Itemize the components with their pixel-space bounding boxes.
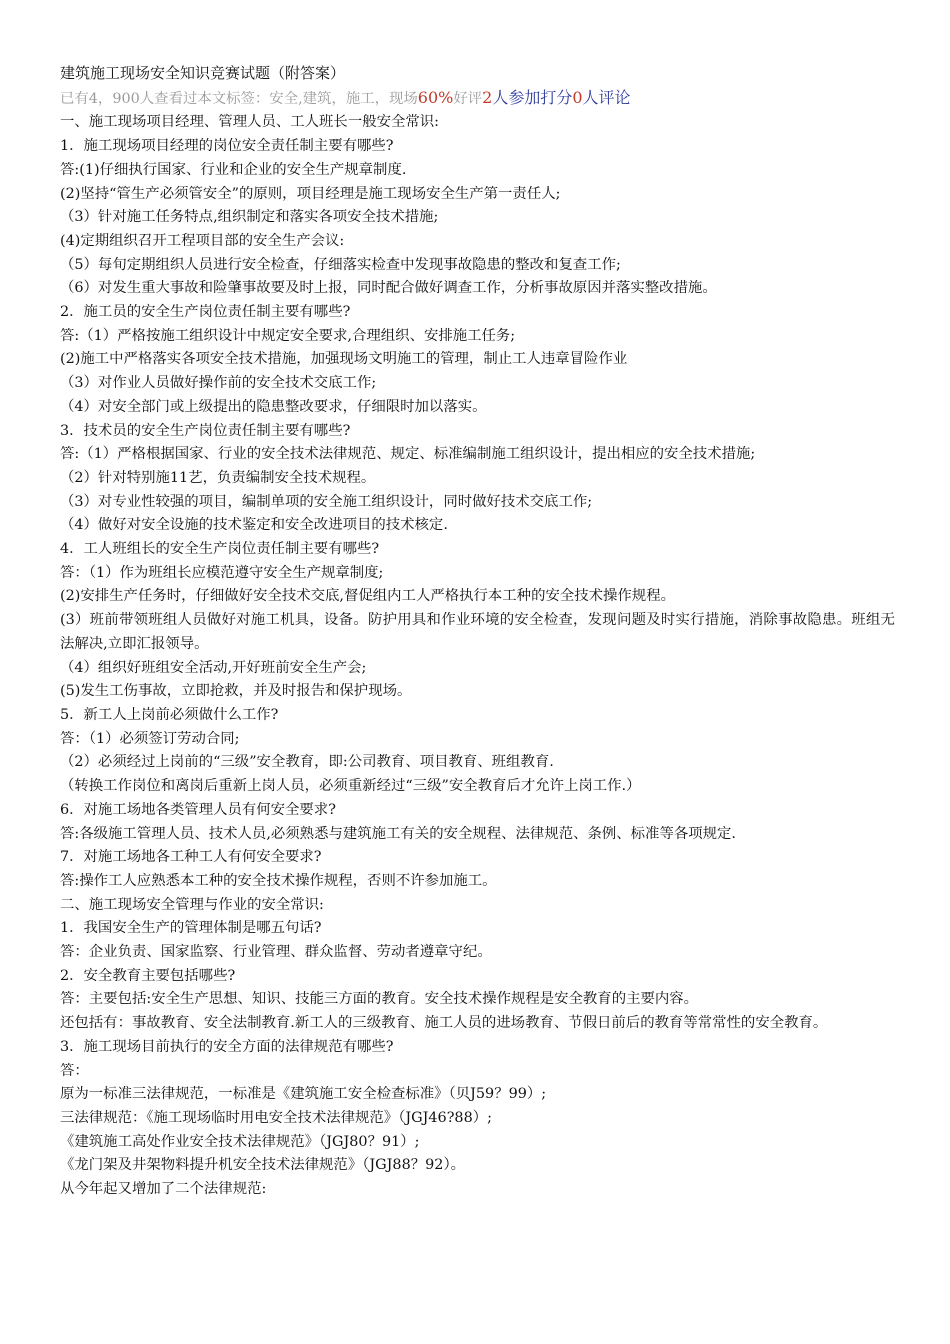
answer-paragraph: (3）班前带领班组人员做好对施工机具，设备。防护用具和作业环境的安全检查，发现问题及时实行措施，消除事故隐患。班组无法解决,立即汇报领导。 [60,612,895,652]
answer-line: （4）做好对安全设施的技术鉴定和安全改进项目的技术核定. [60,517,448,534]
answer-line: 答:各级施工管理人员、技术人员,必须熟悉与建筑施工有关的安全规程、法律规范、条例、标准等各项规定. [60,825,736,842]
answer-line: （4）组织好班组安全活动,开好班前安全生产会; [60,659,367,676]
answer-line: 从今年起又增加了二个法律规范: [60,1181,267,1198]
section-heading: 二、施工现场安全管理与作业的安全常识: [60,896,324,913]
answer-line: （5）每旬定期组织人员进行安全检查，仔细落实检查中发现事故隐患的整改和复查工作; [60,256,621,273]
answer-line: 答： [60,1062,89,1079]
question: 1．我国安全生产的管理体制是哪五句话? [60,920,322,937]
answer-line: (2)安排生产任务时，仔细做好安全技术交底,督促组内工人严格执行本工种的安全技术操作规程。 [60,588,675,605]
answer-line: 答：企业负责、国家监察、行业管理、群众监督、劳动者遵章守纪。 [60,944,492,961]
section-heading: 一、施工现场项目经理、管理人员、工人班长一般安全常识: [60,114,440,131]
answer-line: (2)施工中严格落实各项安全技术措施，加强现场文明施工的管理，制止工人违章冒险作业 [60,351,628,368]
document-meta [60,86,895,112]
document-title: 建筑施工现场安全知识竞赛试题（附答案） [60,64,346,82]
answer-line: （3）对作业人员做好操作前的安全技术交底工作; [60,375,377,392]
question: 4．工人班组长的安全生产岗位责任制主要有哪些? [60,541,380,558]
good-rating-percent: 60% [417,87,454,107]
answer-line: 《龙门架及井架物料提升机安全技术法律规范》（JGJ88？92）。 [60,1157,466,1174]
answer-line: 答:(1)仔细执行国家、行业和企业的安全生产规章制度. [60,161,407,178]
answer-line: 答:操作工人应熟悉本工种的安全技术操作规程，否则不许参加施工。 [60,872,497,889]
answer-line: 三法律规范：《施工现场临时用电安全技术法律规范》（JGJ46?88）; [60,1109,492,1126]
answer-line: （3）对专业性较强的项目，编制单项的安全施工组织设计，同时做好技术交底工作; [60,493,593,510]
answer-line: 答:（1）严格按施工组织设计中规定安全要求,合理组织、安排施工任务; [60,327,516,344]
answer-line: 答：（1）作为班组长应模范遵守安全生产规章制度; [60,564,384,581]
views-and-tags: 已有4，900人查看过本文标签：安全,建筑，施工，现场 [60,90,418,107]
question: 2．施工员的安全生产岗位责任制主要有哪些? [60,304,351,321]
answer-line: （2）针对特别施11艺，负责编制安全技术规程。 [60,469,376,486]
answer-paragraph: 还包括有：事故教育、安全法制教育.新工人的三级教育、施工人员的进场教育、节假日前后的教育等常常性的安全教育。 [60,1015,828,1032]
answer-line: （6）对发生重大事故和险肇事故要及时上报，同时配合做好调查工作，分析事故原因并落实整改措施。 [60,280,717,297]
comments-link[interactable] [572,88,630,107]
question: 3．施工现场目前执行的安全方面的法律规范有哪些? [60,1038,394,1055]
answer-line: (4)定期组织召开工程项目部的安全生产会议: [60,232,345,249]
question: 2．安全教育主要包括哪些? [60,967,236,984]
answer-line: 答：（1）必须签订劳动合同; [60,730,240,747]
answer-line: （转换工作岗位和离岗后重新上岗人员，必须重新经过“三级”安全教育后才允许上岗工作.） [60,778,641,795]
good-rating-label: 好评 [453,90,483,107]
answer-line: （2）必须经过上岗前的“三级”安全教育，即:公司教育、项目教育、班组教育. [60,754,554,771]
answer-line: (5)发生工伤事故，立即抢救，并及时报告和保护现场。 [60,683,412,700]
comments-count: 0 [572,87,583,107]
answer-line: 《建筑施工高处作业安全技术法律规范》（JGJ80？91）; [60,1133,420,1150]
question: 6．对施工场地各类管理人员有何安全要求? [60,801,336,818]
answer-line: 原为一标准三法律规范，一标准是《建筑施工安全检查标准》（贝J59？99）; [60,1086,547,1103]
answer-line: 答:（1）严格根据国家、行业的安全技术法律规范、规定、标准编制施工组织设计，提出相应的安全技术措施; [60,446,756,463]
answer-line: （3）针对施工任务特点,组织制定和落实各项安全技术措施; [60,209,439,226]
document-page [60,62,895,1202]
question: 7．对施工场地各工种工人有何安全要求? [60,849,322,866]
raters-count: 2 [482,87,493,107]
question: 5．新工人上岗前必须做什么工作? [60,706,279,723]
question: 1．施工现场项目经理的岗位安全责任制主要有哪些? [60,138,394,155]
comments-label: 人评论 [582,87,631,107]
answer-line: 答：主要包括:安全生产思想、知识、技能三方面的教育。安全技术操作规程是安全教育的主要内容。 [60,991,699,1008]
raters-label: 人参加打分 [492,87,573,107]
question: 3．技术员的安全生产岗位责任制主要有哪些? [60,422,351,439]
answer-line: (2)坚持“管生产必须管安全”的原则，项目经理是施工现场安全生产第一责任人; [60,185,561,202]
answer-line: （4）对安全部门或上级提出的隐患整改要求，仔细限时加以落实。 [60,398,487,415]
raters-link[interactable] [482,88,572,107]
